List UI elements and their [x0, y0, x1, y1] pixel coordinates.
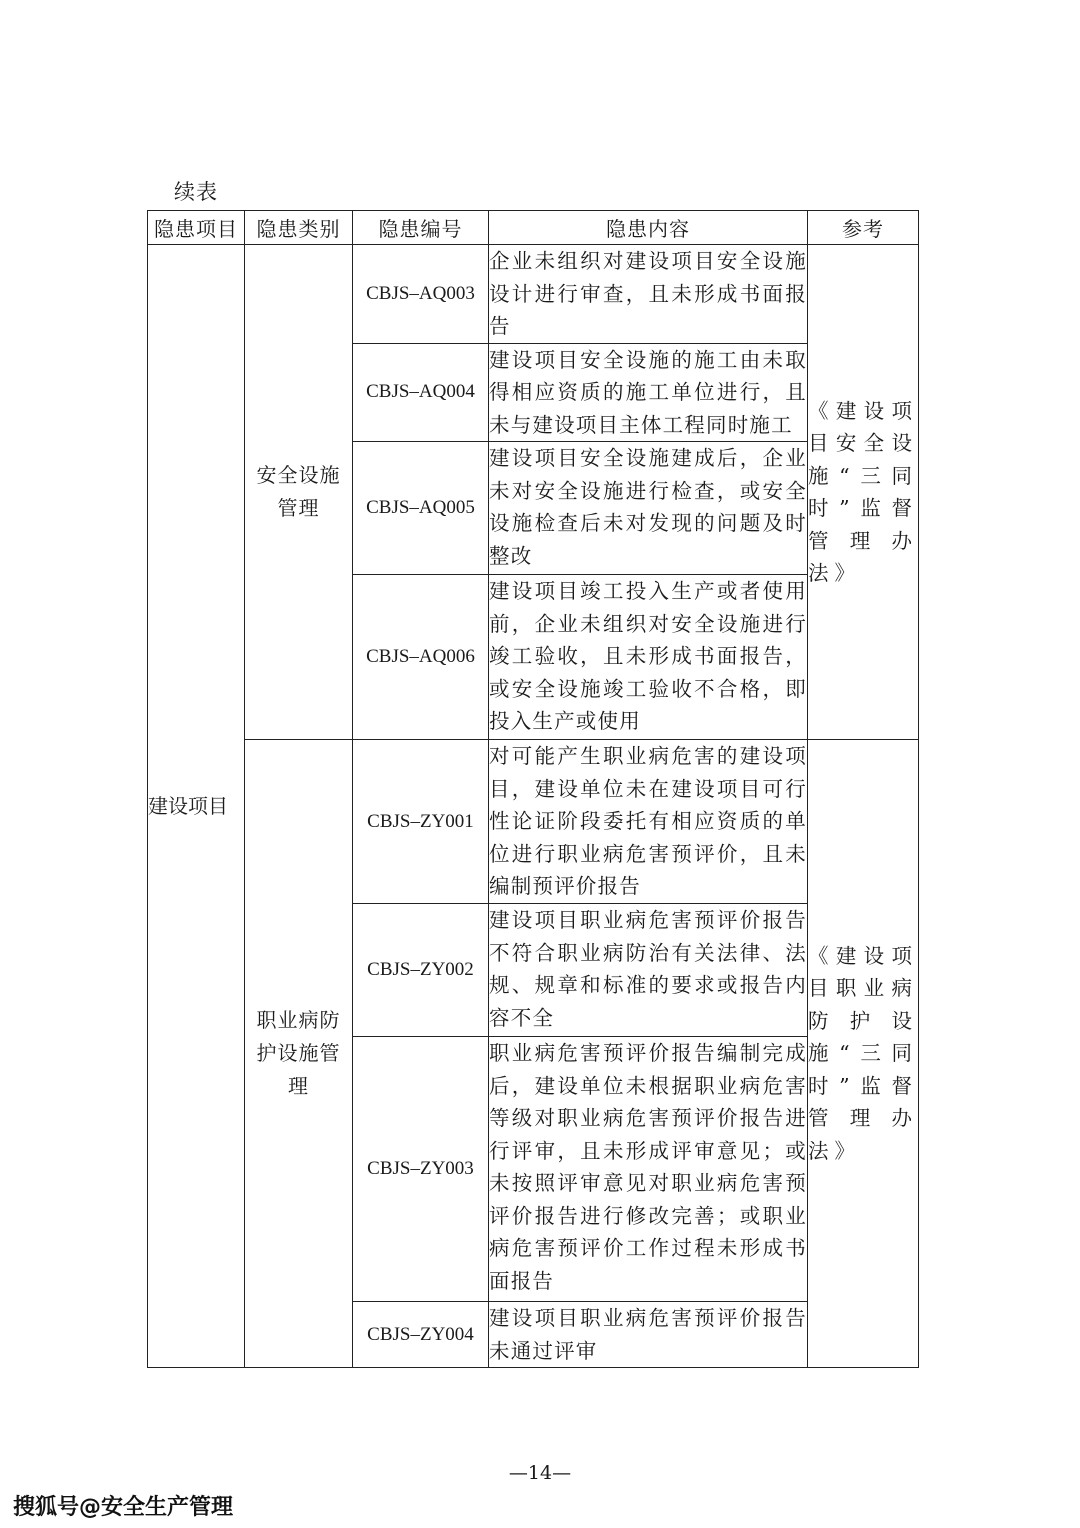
- reference-cell-safety: 《建设项目安全设施“三同时”监督管理办法》: [808, 245, 919, 740]
- header-reference: 参考: [808, 211, 919, 245]
- hazard-item-cell: 建设项目: [148, 245, 245, 1368]
- code-cell: CBJS–AQ003: [353, 245, 489, 344]
- content-cell: 建设项目安全设施建成后，企业未对安全设施进行检查，或安全设施检查后未对发现的问题及时整改: [489, 442, 808, 575]
- table-row: [148, 245, 919, 344]
- table-caption: 续表: [174, 180, 218, 204]
- header-category: 隐患类别: [245, 211, 353, 245]
- content-cell: 建设项目职业病危害预评价报告未通过评审: [489, 1302, 808, 1368]
- page-number: —14—: [508, 1462, 572, 1484]
- code-cell: CBJS–AQ005: [353, 442, 489, 575]
- code-cell: CBJS–ZY001: [353, 740, 489, 904]
- content-cell: 建设项目安全设施的施工由未取得相应资质的施工单位进行，且未与建设项目主体工程同时施工: [489, 343, 808, 442]
- hazard-table: [147, 210, 919, 1368]
- header-item: 隐患项目: [148, 211, 245, 245]
- code-cell: CBJS–ZY002: [353, 904, 489, 1037]
- table-row: [148, 740, 919, 904]
- header-row: [148, 211, 919, 245]
- category-cell-safety: [245, 245, 353, 740]
- code-cell: CBJS–ZY004: [353, 1302, 489, 1368]
- content-cell: 职业病危害预评价报告编制完成后，建设单位未根据职业病危害等级对职业病危害预评价报告进行评审，且未形成评审意见；或未按照评审意见对职业病危害预评价报告进行修改完善；或职业病危害预评价工作过程未形成书面报告: [489, 1037, 808, 1302]
- category-label-occupational: 职业病防护设施管理: [256, 1008, 341, 1098]
- watermark: 搜狐号@安全生产管理: [13, 1495, 234, 1520]
- reference-cell-occupational: 《建设项目职业病防护设施“三同时”监督管理办法》: [808, 740, 919, 1368]
- category-label-safety: 安全设施管理: [256, 463, 341, 520]
- header-content: 隐患内容: [489, 211, 808, 245]
- code-cell: CBJS–AQ004: [353, 343, 489, 442]
- content-cell: 建设项目竣工投入生产或者使用前，企业未组织对安全设施进行竣工验收，且未形成书面报告，或安全设施竣工验收不合格，即投入生产或使用: [489, 575, 808, 740]
- category-cell-occupational: [245, 740, 353, 1368]
- code-cell: CBJS–AQ006: [353, 575, 489, 740]
- code-cell: CBJS–ZY003: [353, 1037, 489, 1302]
- content-cell: 对可能产生职业病危害的建设项目，建设单位未在建设项目可行性论证阶段委托有相应资质的单位进行职业病危害预评价，且未编制预评价报告: [489, 740, 808, 904]
- header-code: 隐患编号: [353, 211, 489, 245]
- content-cell: 企业未组织对建设项目安全设施设计进行审查，且未形成书面报告: [489, 245, 808, 344]
- content-cell: 建设项目职业病危害预评价报告不符合职业病防治有关法律、法规、规章和标准的要求或报告内容不全: [489, 904, 808, 1037]
